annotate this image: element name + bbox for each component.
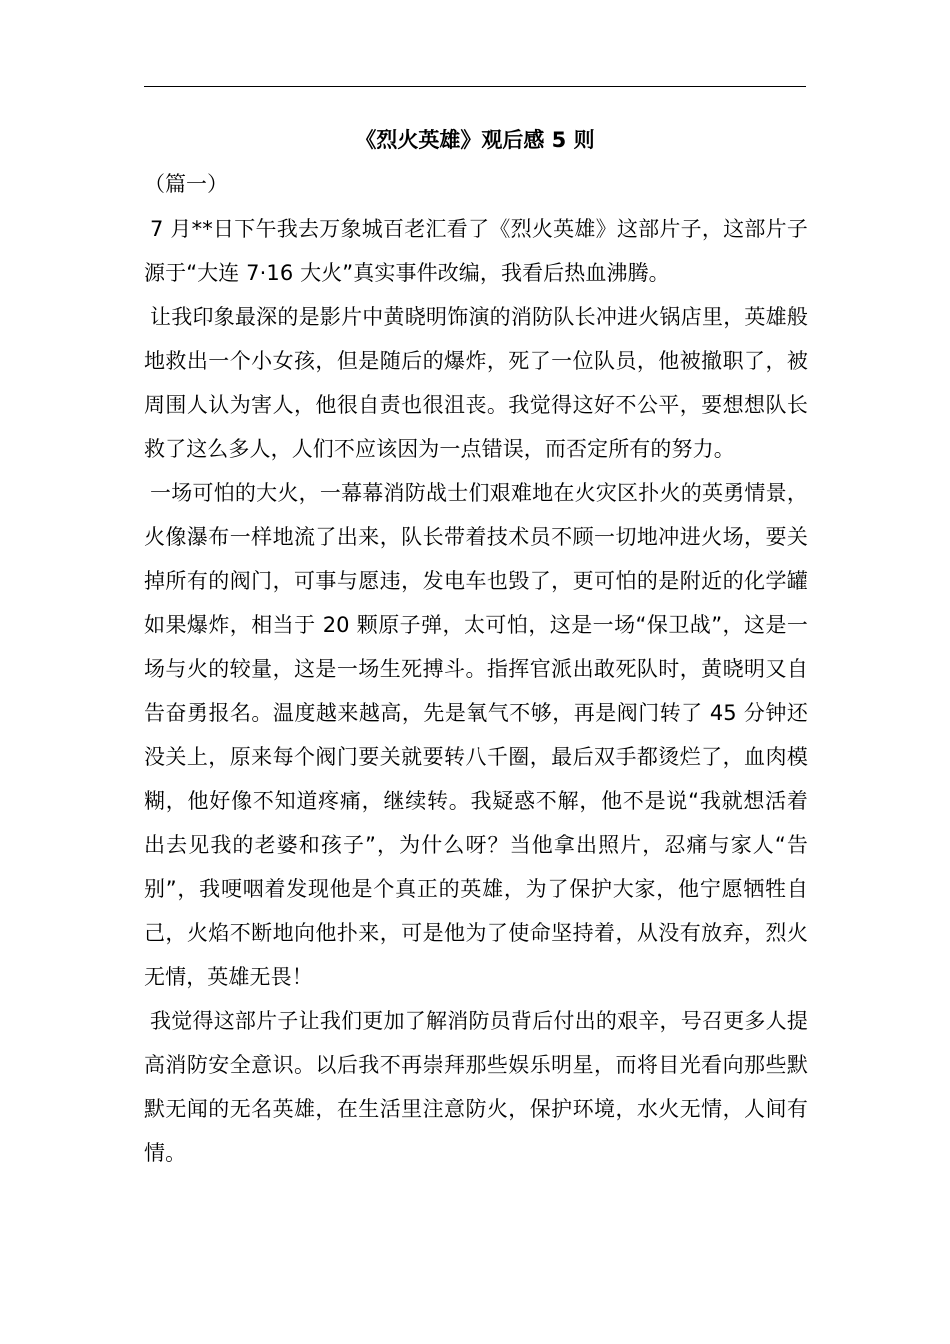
paragraph-3: 一场可怕的大火，一幕幕消防战士们艰难地在火灾区扑火的英勇情景，火像瀑布一样地流了出来，队长带着技术员不顾一切地冲进火场，要关掉所有的阀门，可事与愿违，发电车也毁了，更可怕的是附近的化学罐如果爆炸，相当于 20 颗原子弹，太可怕，这是一场“保卫战”，这是一场与火的较量，这是一场生死搏斗。指挥官派出敢死队时，黄晓明又自告奋勇报名。温度越来越高，先是氧气不够，再是阀门转了 45 分钟还没关上，原来每个阀门要关就要转八千圈，最后双手都烫烂了，血肉模糊，他好像不知道疼痛，继续转。我疑惑不解，他不是说“我就想活着出去见我的老婆和孩子”，为什么呀？当他拿出照片，忍痛与家人“告别”，我哽咽着发现他是个真正的英雄，为了保护大家，他宁愿牺牲自己，火焰不断地向他扑来，可是他为了使命坚持着，从没有放弃，烈火无情，英雄无畏！: [144, 481, 808, 989]
section-label: （篇一）: [144, 172, 228, 196]
paragraph-4: 我觉得这部片子让我们更加了解消防员背后付出的艰辛，号召更多人提高消防安全意识。以后我不再崇拜那些娱乐明星，而将目光看向那些默默无闻的无名英雄，在生活里注意防火，保护环境，水火无情，人间有情。: [144, 1009, 808, 1165]
paragraph-1: 7 月**日下午我去万象城百老汇看了《烈火英雄》这部片子，这部片子源于“大连 7·16 大火”真实事件改编，我看后热血沸腾。: [144, 217, 808, 285]
paragraph-2: 让我印象最深的是影片中黄晓明饰演的消防队长冲进火锅店里，英雄般地救出一个小女孩，但是随后的爆炸，死了一位队员，他被撤职了，被周围人认为害人，他很自责也很沮丧。我觉得这好不公平，要想想队长救了这么多人，人们不应该因为一点错误，而否定所有的努力。: [144, 305, 808, 461]
document-title: 《烈火英雄》观后感 5 则: [355, 128, 595, 152]
body-text: [144, 207, 808, 1175]
header-rule: [144, 86, 806, 87]
